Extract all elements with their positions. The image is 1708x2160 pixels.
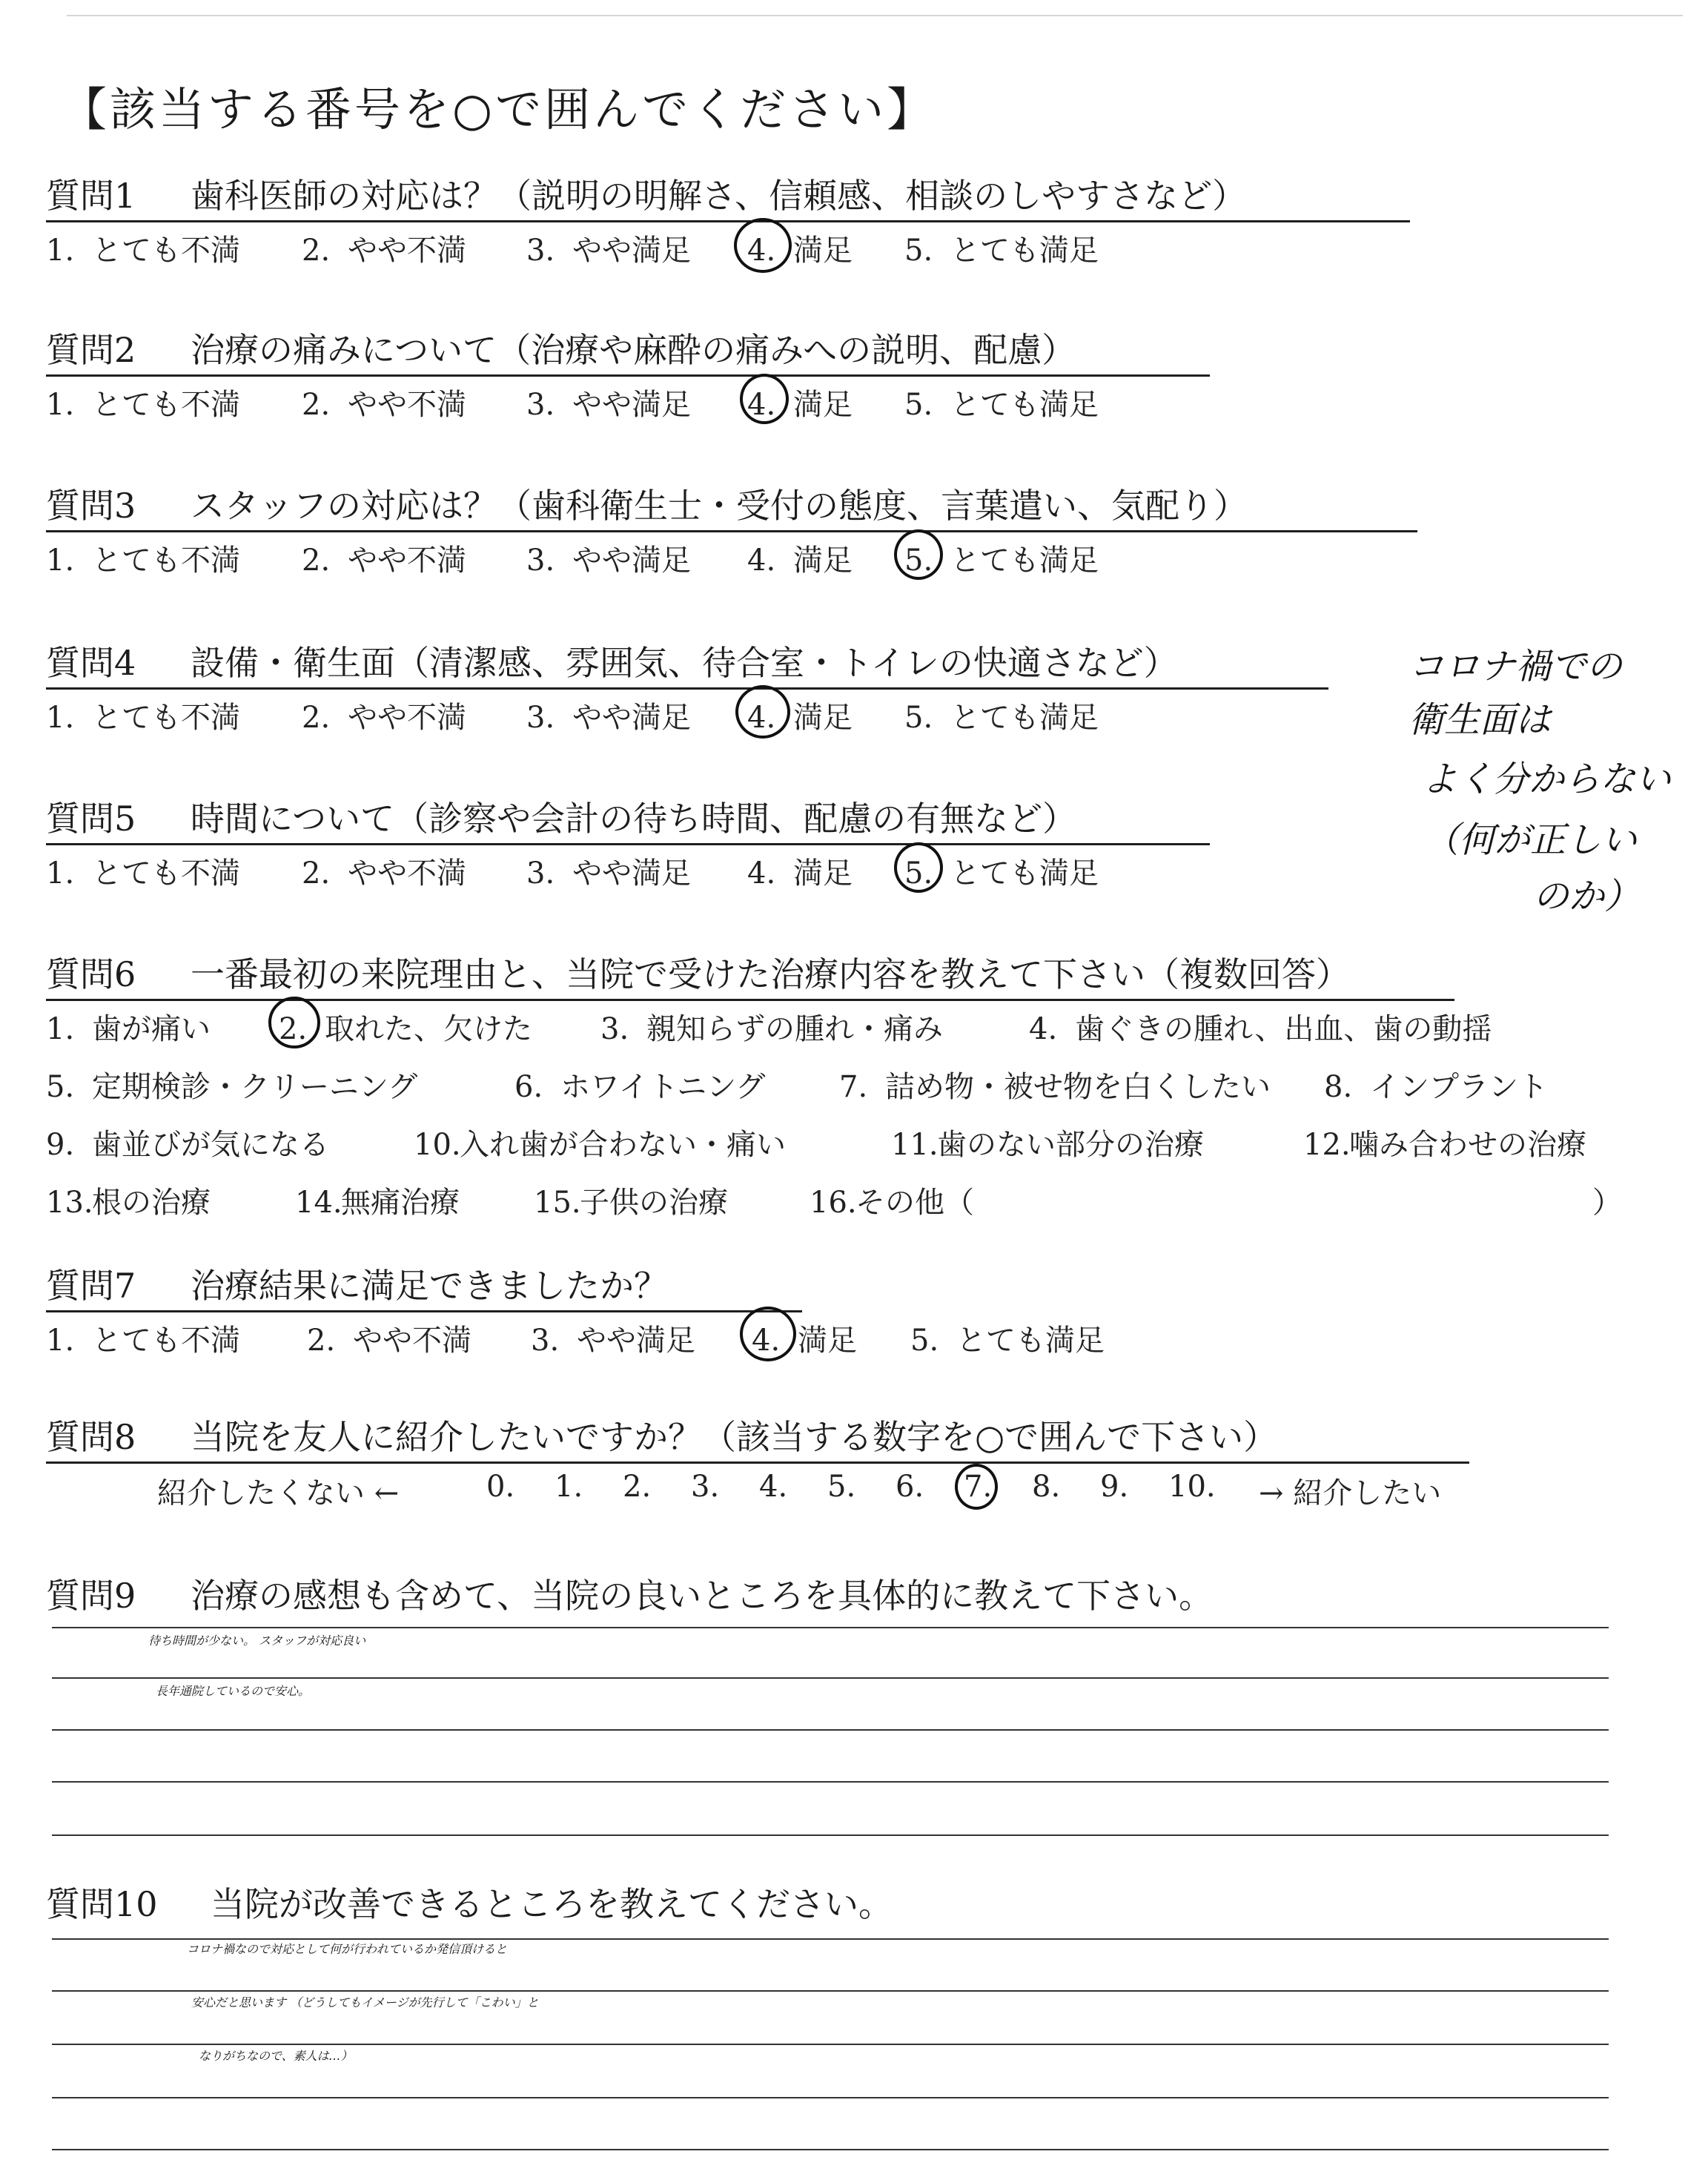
reason-option-6[interactable]: 6. ホワイトニング [514, 1070, 766, 1104]
handwritten-answer-line: 安心だと思います （どうしてもイメージが先行して「こわい」と [191, 1995, 539, 2009]
option-3[interactable]: 3. やや満足 [531, 1324, 695, 1358]
form-title: 【該当する番号を○で囲んでください】 [61, 82, 936, 136]
note-line: コロナ禍での [1409, 646, 1623, 687]
handwritten-answer-line: 待ち時間が少ない。 スタッフが対応良い [148, 1634, 366, 1648]
question-underline [46, 220, 1410, 222]
option-3[interactable]: 3. やや満足 [526, 388, 691, 422]
option-1[interactable]: 1. とても不満 [46, 701, 240, 735]
option-2[interactable]: 2. やや不満 [302, 388, 466, 422]
question-number: 質問5 [46, 799, 136, 839]
option-1[interactable]: 1. とても不満 [46, 1324, 240, 1358]
scale-option[interactable]: 8. [1032, 1470, 1061, 1504]
reason-option-7[interactable]: 7. 詰め物・被せ物を白くしたい [839, 1070, 1271, 1104]
option-4[interactable]: 4. 満足 [747, 701, 853, 735]
scale-option[interactable]: 9. [1100, 1470, 1129, 1504]
selected-answer-circle [268, 997, 320, 1048]
question-number: 質問8 [46, 1417, 136, 1457]
option-4[interactable]: 4. 満足 [752, 1324, 857, 1358]
scale-option[interactable]: 5. [827, 1470, 856, 1504]
question-number: 質問6 [46, 954, 136, 994]
selected-answer-circle [894, 842, 943, 893]
question-number: 質問3 [46, 486, 136, 526]
reason-option-2[interactable]: 2. 取れた、欠けた [279, 1012, 532, 1046]
selected-answer-circle [740, 374, 789, 424]
question-underline [46, 1310, 802, 1312]
option-5[interactable]: 5. とても満足 [904, 856, 1099, 891]
question-number: 質問7 [46, 1266, 136, 1306]
question-9 [46, 1572, 1213, 1619]
note-line: 衛生面は [1409, 699, 1552, 741]
scale-option[interactable]: 4. [759, 1470, 788, 1504]
option-1[interactable]: 1. とても不満 [46, 856, 240, 891]
reason-option-12[interactable]: 12.噛み合わせの治療 [1303, 1128, 1586, 1162]
answer-rule [52, 1781, 1609, 1783]
answer-rule [52, 1990, 1609, 1992]
option-4[interactable]: 4. 満足 [747, 544, 853, 578]
question-text: 時間について（診察や会計の待ち時間、配慮の有無など） [191, 799, 1077, 839]
scale-option[interactable]: 2. [623, 1470, 652, 1504]
option-5[interactable]: 5. とても満足 [904, 388, 1099, 422]
scale-option[interactable]: 0. [486, 1470, 515, 1504]
option-2[interactable]: 2. やや不満 [302, 701, 466, 735]
question-text: 当院を友人に紹介したいですか？（該当する数字を○で囲んで下さい） [191, 1417, 1278, 1457]
option-1[interactable]: 1. とても不満 [46, 544, 240, 578]
question-6 [46, 951, 1622, 1232]
question-text: 歯科医師の対応は？（説明の明解さ、信頼感、相談のしやすさなど） [191, 176, 1247, 216]
question-text: 当院が改善できるところを教えてください。 [211, 1884, 893, 1924]
answer-rule [52, 2044, 1609, 2045]
scale-left-label: 紹介したくない ← [157, 1476, 400, 1510]
question-text: 治療の感想も含めて、当院の良いところを具体的に教えて下さい。 [191, 1576, 1214, 1616]
answer-rule [52, 1627, 1609, 1628]
selected-answer-circle [734, 218, 792, 273]
rating-options [46, 537, 1417, 583]
question-underline [46, 374, 1210, 377]
answer-rule [52, 1677, 1609, 1679]
handwritten-answer-line: コロナ禍なので対応として何が行われているか発信頂けると [187, 1942, 508, 1956]
question-underline [46, 687, 1328, 690]
reason-option-9[interactable]: 9. 歯並びが気になる [46, 1128, 329, 1162]
reason-option-3[interactable]: 3. 親知らずの腫れ・痛み [600, 1012, 943, 1046]
recommend-scale [46, 1470, 1469, 1516]
reason-option-4[interactable]: 4. 歯ぐきの腫れ、出血、歯の動揺 [1029, 1012, 1492, 1046]
reason-option-11[interactable]: 11.歯のない部分の治療 [891, 1128, 1204, 1162]
scale-option[interactable]: 3. [691, 1470, 720, 1504]
reason-option-13[interactable]: 13.根の治療 [46, 1186, 211, 1220]
scale-option[interactable]: 1. [555, 1470, 583, 1504]
option-1[interactable]: 1. とても不満 [46, 234, 240, 268]
question-8 [46, 1413, 1469, 1516]
option-5[interactable]: 5. とても満足 [910, 1324, 1105, 1358]
note-line: （何が正しい [1423, 819, 1638, 861]
option-2[interactable]: 2. やや不満 [302, 856, 466, 891]
question-underline [46, 999, 1454, 1001]
question-number: 質問9 [46, 1576, 136, 1616]
rating-options [46, 381, 1210, 427]
question-underline [46, 530, 1417, 532]
question-number: 質問4 [46, 643, 136, 683]
selected-answer-circle [735, 685, 790, 739]
note-line: のか） [1533, 876, 1641, 917]
selected-answer-circle [740, 1307, 796, 1361]
reason-option-1[interactable]: 1. 歯が痛い [46, 1012, 211, 1046]
option-3[interactable]: 3. やや満足 [526, 856, 691, 891]
rating-options [46, 694, 1328, 740]
answer-rule [52, 1729, 1609, 1731]
question-text: 一番最初の来院理由と、当院で受けた治療内容を教えて下さい（複数回答） [191, 954, 1350, 994]
reason-option-15[interactable]: 15.子供の治療 [534, 1186, 728, 1220]
question-4 [46, 639, 1328, 740]
question-3 [46, 482, 1417, 583]
reason-option-16[interactable]: 16.その他（ [810, 1186, 974, 1220]
option-4[interactable]: 4. 満足 [747, 856, 853, 891]
option-5[interactable]: 5. とても満足 [904, 701, 1099, 735]
question-10 [46, 1880, 893, 1928]
selected-answer-circle [894, 529, 943, 580]
reason-options-row-3 [46, 1121, 1586, 1175]
option-4[interactable]: 4. 満足 [747, 388, 853, 422]
scale-option[interactable]: 7. [964, 1470, 993, 1504]
handwritten-answer-line: 長年通院しているので安心。 [156, 1684, 311, 1698]
option-3[interactable]: 3. やや満足 [526, 701, 691, 735]
other-close-paren: ） [1592, 1186, 1622, 1220]
reason-option-10[interactable]: 10.入れ歯が合わない・痛い [414, 1128, 786, 1162]
question-underline [46, 843, 1210, 845]
scale-option[interactable]: 10. [1168, 1470, 1216, 1504]
option-2[interactable]: 2. やや不満 [307, 1324, 471, 1358]
question-underline [46, 1462, 1469, 1464]
question-1 [46, 172, 1410, 273]
question-7 [46, 1262, 1105, 1363]
scan-top-edge [67, 15, 1683, 16]
reason-option-14[interactable]: 14.無痛治療 [295, 1186, 460, 1220]
rating-options [46, 1317, 1105, 1363]
option-3[interactable]: 3. やや満足 [526, 234, 691, 268]
scale-option[interactable]: 6. [896, 1470, 924, 1504]
reason-option-5[interactable]: 5. 定期検診・クリーニング [46, 1070, 418, 1104]
question-text: スタッフの対応は？（歯科衛生士・受付の態度、言葉遣い、気配り） [191, 486, 1248, 526]
option-3[interactable]: 3. やや満足 [526, 544, 691, 578]
reason-options-row-4 [46, 1179, 1622, 1232]
option-1[interactable]: 1. とても不満 [46, 388, 240, 422]
question-text: 設備・衛生面（清潔感、雰囲気、待合室・トイレの快適さなど） [191, 643, 1178, 683]
question-number: 質問10 [46, 1884, 158, 1924]
option-2[interactable]: 2. やや不満 [302, 234, 466, 268]
reason-options-row-1 [46, 1005, 1492, 1059]
question-text: 治療結果に満足できましたか？ [191, 1266, 668, 1306]
answer-rule [52, 1834, 1609, 1836]
option-5[interactable]: 5. とても満足 [904, 544, 1099, 578]
rating-options [46, 850, 1210, 896]
question-number: 質問1 [46, 176, 136, 216]
note-line: よく分からない [1422, 759, 1672, 800]
option-2[interactable]: 2. やや不満 [302, 544, 466, 578]
selected-answer-circle [955, 1464, 998, 1510]
question-5 [46, 795, 1210, 896]
option-5[interactable]: 5. とても満足 [904, 234, 1099, 268]
answer-rule [52, 2149, 1609, 2150]
answer-rule [52, 2097, 1609, 2098]
rating-options [46, 227, 1410, 273]
question-2 [46, 326, 1210, 427]
option-4[interactable]: 4. 満足 [747, 234, 853, 268]
reason-option-8[interactable]: 8. インプラント [1324, 1070, 1548, 1104]
reason-options-row-2 [46, 1063, 1548, 1117]
question-number: 質問2 [46, 330, 136, 370]
scale-right-label: → 紹介したい [1259, 1476, 1442, 1510]
handwritten-answer-line: なりがちなので、素人は…） [199, 2049, 353, 2063]
question-text: 治療の痛みについて（治療や麻酔の痛みへの説明、配慮） [191, 330, 1076, 370]
